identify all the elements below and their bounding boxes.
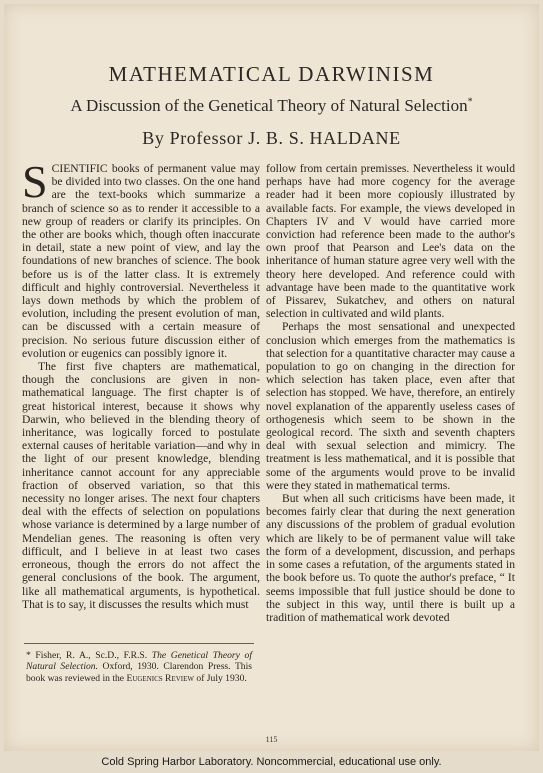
article-title: MATHEMATICAL DARWINISM [108, 62, 435, 86]
text-column-left [22, 156, 260, 611]
text-column-right [266, 162, 515, 624]
footnote-journal: Eugenics Review [126, 672, 194, 684]
footnote-text: Oxford, 1930. Clarendon Press. This book was reviewed in the [26, 661, 253, 684]
paragraph: But when all such criticisms have been made, it becomes fairly clear that during the next generation any discussions of the problem of gradual evolution which are likely to be of permanent value will take the form of a development, discussion, and perhaps in some cases a refutation, of the arguments stated in the book before us. To quote the author's preface, “ It seems impossible that full justice should be done to the subject in this way, until there is built up a tradition of mathematical work devoted [266, 492, 515, 624]
footnote-marker: * [467, 96, 473, 108]
paragraph: Perhaps the most sensational and unexpected conclusion which emerges from the mathematics is that selection for a quantitative character may cause a population to go on changing in the direction for which selection has taken place, even after that selection has stopped. We have, therefore, an entirely novel explanation of the apparently useless cases of orthogenesis which seem to be shown in the geological record. The sixth and seventh chapters deal with sexual selection and mimicry. The treatment is less mathematical, and it is possible that some of the arguments would prove to be invalid were they stated in mathematical terms. [266, 320, 515, 492]
page-number: 115 [265, 735, 278, 744]
article-author: By Professor J. B. S. HALDANE [142, 128, 401, 148]
footnote-divider [24, 643, 254, 644]
footnote-text: * Fisher, R. A., Sc.D., F.R.S. [26, 650, 152, 661]
paragraph [22, 156, 260, 360]
footnote [26, 650, 252, 684]
drop-cap: S [22, 156, 48, 207]
paragraph: The first five chapters are mathematical, though the conclusions are given in non-mathematical language. The first chapter is of great historical interest, because it shows why Darwin, who believed in the blending theory of inheritance, was logically forced to postulate external causes of heritable variation—and why in the light of our present knowledge, blending inheritance cannot account for any appreciable fraction of observed variation, so that this necessity no longer arises. The next four chapters deal with the effects of selection on populations whose variance is determined by a large number of Mendelian genes. The reasoning is often very difficult, and I believe in at least two cases erroneous, though the errors do not affect the general conclusions of the book. The argument, like all mathematical arguments, is hypothetical. That is to say, it discusses the results which must [22, 360, 260, 611]
article-subtitle [4, 96, 539, 116]
paragraph-text: CIENTIFIC books of permanent value may be divided into two classes. On the one hand are the text-books which summarize a branch of science so as to render it accessible to a new group of readers or clarify its principles. On the other are books which, though often inaccurate in detail, state a new point of view, and lay the foundations of new branches of science. The book before us is of the latter class. It is extremely difficult and highly controversial. Nevertheless it lays down methods by which the problem of evolution, including the present evolution of man, can be discussed with a certain measure of precision. No serious future discussion either of evolution or eugenics can possibly ignore it. [22, 162, 260, 360]
archive-credit: Cold Spring Harbor Laboratory. Noncommercial, educational use only. [101, 756, 442, 768]
paragraph: follow from certain premisses. Nevertheless it would perhaps have had more cogency for the average reader had it been more copiously illustrated by available facts. For example, the views developed in Chapters IV and V would have carried more conviction had reference been made to the author's own proof that Pearson and Lee's data on the inheritance of human stature agree very well with the theory here developed. And reference could with advantage have been made to the quantitative work of Pissarev, Sukatchev, and others on natural selection in cultivated and wild plants. [266, 162, 515, 321]
footnote-text: of July 1930. [194, 672, 247, 684]
subtitle-text: A Discussion of the Genetical Theory of Natural Selection [70, 96, 468, 115]
journal-page [4, 4, 539, 751]
footnote-book-title: The Genetical Theory of Natural Selection. [26, 650, 252, 673]
